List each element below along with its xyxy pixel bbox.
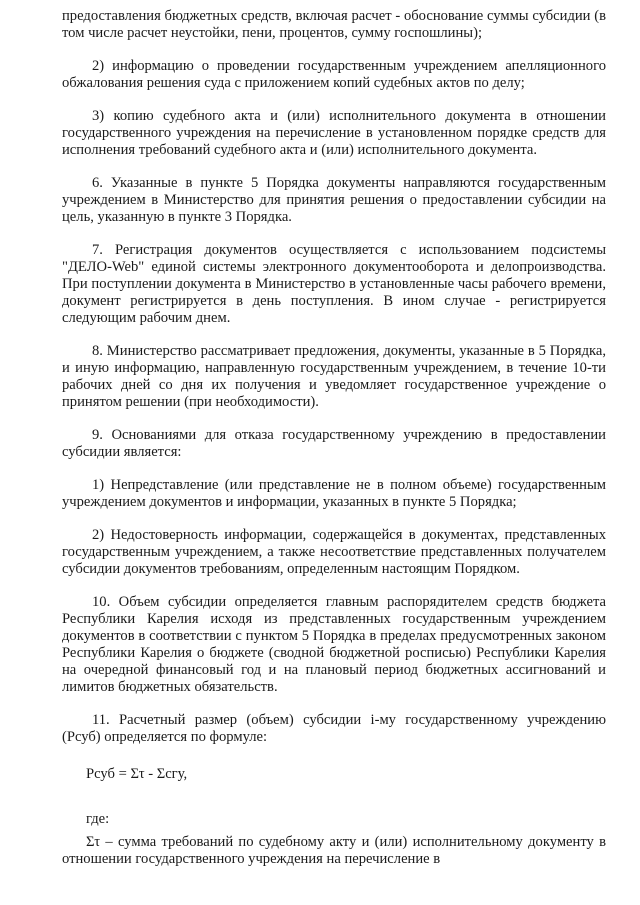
where-label: где: bbox=[86, 811, 110, 827]
paragraph-7: 7. Регистрация документов осуществляется с использованием подсистемы "ДЕЛО-Web" единой системы электронного документооборота и делопроизводства. При поступлении документа в Министерство в установленные часы рабочего времени, документ регистрируется в день поступления. В ином случае - регистрируется следующим рабочим днем. bbox=[62, 242, 606, 326]
paragraph-item-3: 3) копию судебного акта и (или) исполнительного документа в отношении государственного учреждения на перечисление в установленном порядке средств для исполнения требований судебного акта и (или) исполнительного документа. bbox=[62, 108, 606, 158]
paragraph-9-item-2: 2) Недостоверность информации, содержащейся в документах, представленных государственным учреждением, а также несоответствие представленных получателем субсидии документов требованиям, определенным настоящим Порядком. bbox=[62, 527, 606, 577]
paragraph-11: 11. Расчетный размер (объем) субсидии i-му государственному учреждению (Рсуб) определяется по формуле: bbox=[62, 712, 606, 745]
formula-definition: Στ – сумма требований по судебному акту и (или) исполнительному документу в отношении государственного учреждения на перечисление в bbox=[62, 834, 606, 867]
paragraph-item-2: 2) информацию о проведении государственным учреждением апелляционного обжалования решения суда с приложением копий судебных актов по делу; bbox=[62, 58, 606, 91]
paragraph-8: 8. Министерство рассматривает предложения, документы, указанные в 5 Порядка, и иную информацию, направленную государственным учреждением, в течение 10-ти рабочих дней со дня их получения и уведомляет государственное учреждение о принятом решении (при необходимости). bbox=[62, 343, 606, 410]
paragraph-9-item-1: 1) Непредставление (или представление не в полном объеме) государственным учреждением документов и информации, указанных в пункте 5 Порядка; bbox=[62, 477, 606, 510]
paragraph-6: 6. Указанные в пункте 5 Порядка документы направляются государственным учреждением в Министерство для принятия решения о предоставлении субсидии на цель, указанную в пункте 3 Порядка. bbox=[62, 175, 606, 225]
paragraph-10: 10. Объем субсидии определяется главным распорядителем средств бюджета Республики Карелия исходя из представленных государственным учреждением документов в соответствии с пунктом 5 Порядка в пределах предусмотренных законом Республики Карелия о бюджете (сводной бюджетной росписью) Республики Карелия на очередной финансовый год и на плановый период бюджетных ассигнований и лимитов бюджетных обязательств. bbox=[62, 594, 606, 695]
formula: Рсуб = Στ - Σсгу, bbox=[86, 766, 188, 782]
paragraph-continuation: предоставления бюджетных средств, включая расчет - обоснование суммы субсидии (в том числе расчет неустойки, пени, процентов, сумму госпошлины); bbox=[62, 8, 606, 41]
paragraph-9: 9. Основаниями для отказа государственному учреждению в предоставлении субсидии является: bbox=[62, 427, 606, 460]
document-body bbox=[62, 8, 606, 868]
